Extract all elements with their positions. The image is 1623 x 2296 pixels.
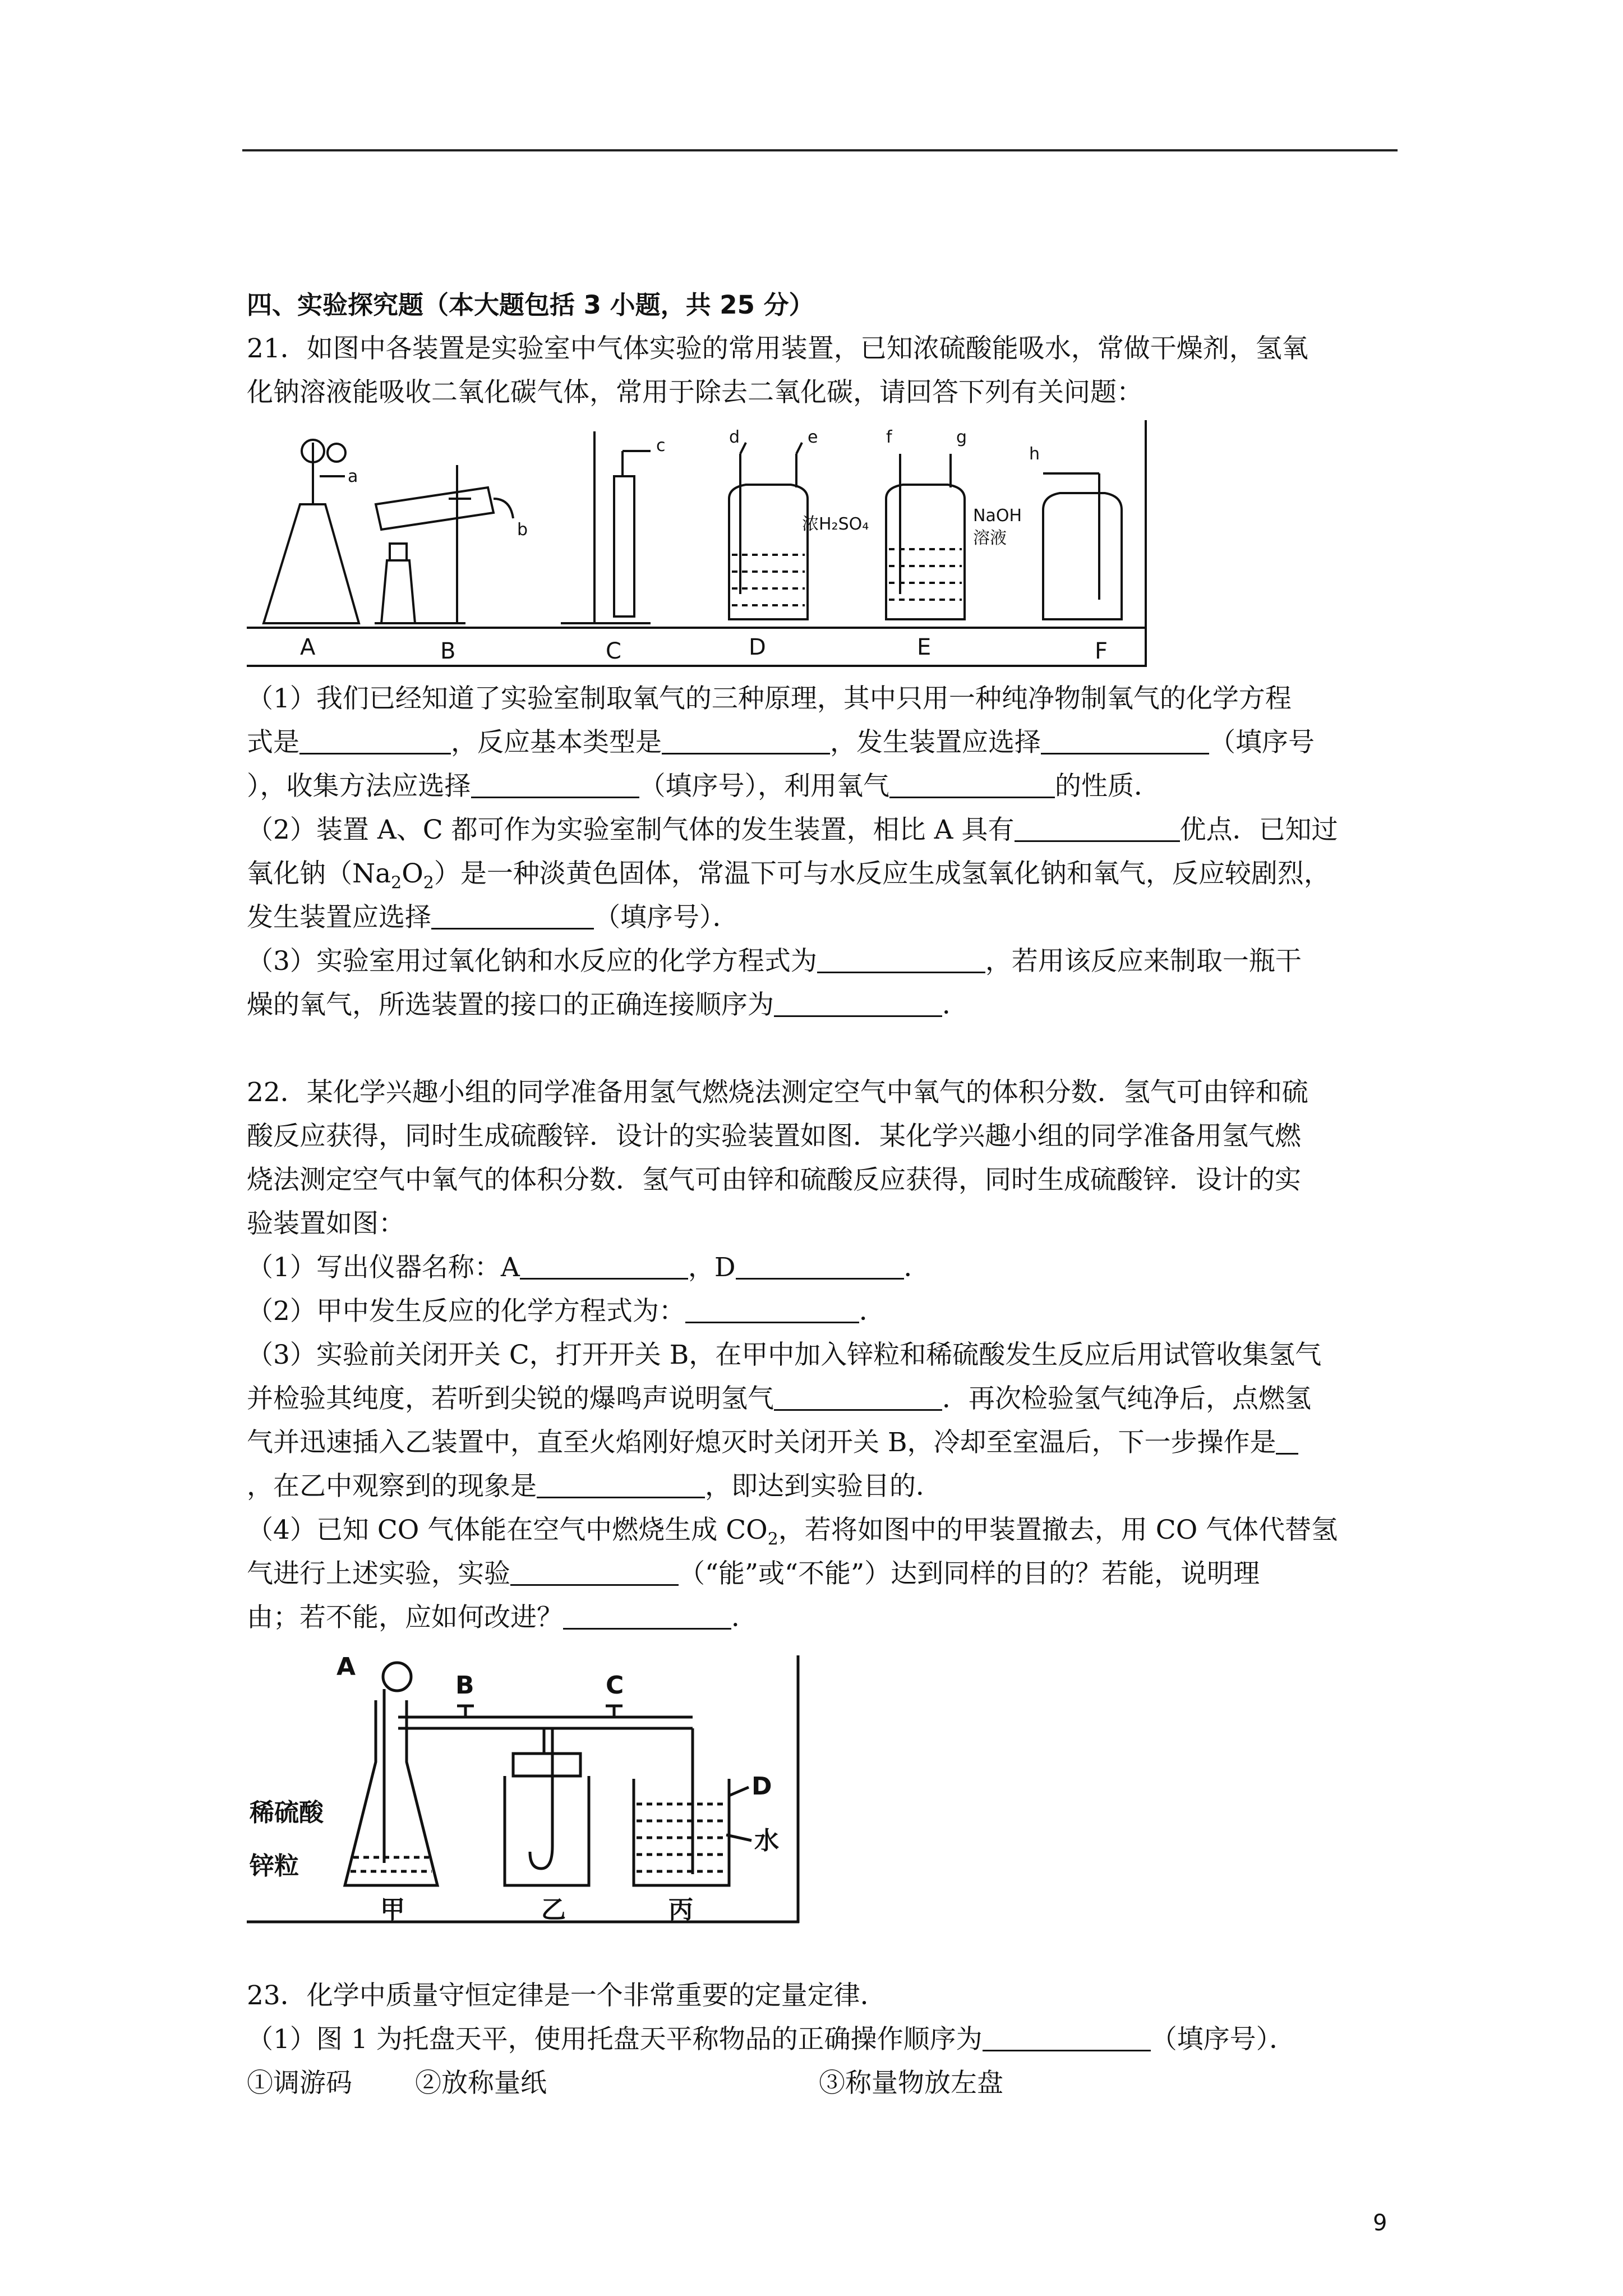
q23-p1-text-a: （1）图 1 为托盘天平，使用托盘天平称物品的正确操作顺序为	[247, 2024, 983, 2055]
q22-p2-text-b: ．	[859, 1296, 886, 1327]
fig1-label-d: D	[749, 634, 766, 660]
fig2-jia: 甲	[380, 1895, 405, 1924]
q21-blank-property[interactable]	[889, 772, 1055, 798]
page-number: 9	[1373, 2210, 1387, 2236]
q21-p1-line2	[247, 721, 1413, 765]
q22-p4-line3	[247, 1596, 1413, 1640]
fig2-acid: 稀硫酸	[250, 1798, 324, 1827]
fig1-port-h: h	[1029, 444, 1040, 464]
q21-p3-text-b: ，若用该反应来制取一瓶干	[985, 946, 1302, 977]
fig2-label-b: B	[455, 1671, 474, 1700]
q21-p2-text-f: 发生装置应选择	[247, 902, 431, 933]
q21-p2-text-c: 氧化钠（Na	[247, 858, 391, 889]
q22-p4-line2	[247, 1552, 1413, 1596]
fig2-bing: 丙	[668, 1895, 693, 1924]
q22-p2-line	[247, 1290, 1413, 1333]
fig1-port-f: f	[886, 427, 892, 447]
q21-blank-equation[interactable]	[299, 728, 451, 754]
fig1-port-a: a	[348, 467, 358, 486]
q22-blank-phenomenon[interactable]	[537, 1472, 705, 1498]
q22-p4-text-a: （4）已知 CO 气体能在空气中燃烧生成 CO	[247, 1515, 768, 1545]
q22-p3-line3	[247, 1421, 1413, 1465]
q21-p3-text-a: （3）实验室用过氧化钠和水反应的化学方程式为	[247, 946, 817, 977]
q22-stem-line1: 22．某化学兴趣小组的同学准备用氢气燃烧法测定空气中氧气的体积分数．氢气可由锌和硫	[247, 1077, 1308, 1108]
q22-p4-text-e: 由；若不能，应如何改进？	[247, 1602, 563, 1633]
q22-p3-text-b: ．再次检验氢气纯净后，点燃氢	[942, 1383, 1311, 1414]
q22-p4-text-b: ，若将如图中的甲装置撤去，用 CO 气体代替氢	[778, 1515, 1338, 1545]
fig1-port-e: e	[808, 427, 818, 447]
q21-blank-generator-2[interactable]	[431, 903, 594, 930]
q21-p2-text-d: O	[402, 858, 423, 889]
q22-p3-text-e: ，即达到实验目的．	[705, 1471, 942, 1502]
q22-stem-line3: 烧法测定空气中氧气的体积分数．氢气可由锌和硫酸反应获得，同时生成硫酸锌．设计的实	[247, 1165, 1301, 1195]
q21-p1-line3	[247, 765, 1413, 808]
q21-p2-text-e: ）是一种淡黄色固体，常温下可与水反应生成氢氧化钠和氧气，反应较剧烈，	[434, 858, 1330, 889]
q22-p3-text-c: 气并迅速插入乙装置中，直至火焰刚好熄灭时关闭开关 B，冷却至室温后，下一步操作是	[247, 1427, 1276, 1458]
q21-p2-sub1: 2	[391, 873, 402, 893]
q21-p3-line2	[247, 983, 1413, 1027]
q21-p2-line1	[247, 808, 1413, 852]
q21-p2-text-g: （填序号）．	[594, 902, 739, 933]
q23-options	[247, 2062, 1413, 2105]
fig1-port-d: d	[729, 427, 740, 447]
q23-option-1: ①调游码	[247, 2068, 352, 2099]
q21-blank-reaction-type[interactable]	[662, 728, 830, 754]
q21-p2-text-a: （2）装置 A、C 都可作为实验室制气体的发生装置，相比 A 具有	[247, 815, 1015, 845]
q22-blank-instrument-d[interactable]	[736, 1253, 904, 1280]
q22-p1-line	[247, 1246, 1413, 1290]
fig1-port-b: b	[517, 520, 528, 540]
q21-p2-line3	[247, 896, 1413, 940]
q22-p2-text-a: （2）甲中发生反应的化学方程式为：	[247, 1296, 685, 1327]
q22-p4-sub: 2	[767, 1529, 778, 1549]
q21-p1-line1: （1）我们已经知道了实验室制取氧气的三种原理，其中只用一种纯净物制氧气的化学方程	[247, 683, 1292, 714]
fig1-label-b: B	[440, 638, 456, 664]
q22-apparatus-figure	[247, 1650, 808, 1930]
fig2-zinc: 锌粒	[250, 1852, 299, 1880]
fig1-label-f: F	[1095, 638, 1108, 664]
q23-p1-text-b: （填序号）．	[1150, 2024, 1296, 2055]
q22-blank-can-or-not[interactable]	[510, 1559, 679, 1586]
q22-p1-text-b: ，D	[688, 1252, 736, 1283]
fig2-label-d: D	[751, 1772, 772, 1801]
q22-p3-line1: （3）实验前关闭开关 C，打开开关 B，在甲中加入锌粒和稀硫酸发生反应后用试管收集氢气	[247, 1340, 1322, 1370]
q21-p1-text-a: 式是	[247, 727, 299, 758]
q22-stem-line2: 酸反应获得，同时生成硫酸锌．设计的实验装置如图．某化学兴趣小组的同学准备用氢气燃	[247, 1121, 1301, 1152]
q23-option-2: ②放称量纸	[415, 2068, 547, 2099]
fig2-label-c: C	[606, 1671, 624, 1700]
q21-p1-text-e: ），收集方法应选择	[247, 771, 471, 802]
header-rule	[242, 149, 1398, 151]
q21-apparatus-figure	[247, 420, 1147, 667]
q21-p2-line2	[247, 852, 1413, 896]
q21-blank-equation-2[interactable]	[817, 947, 985, 973]
q21-p3-text-c: 燥的氧气，所选装置的接口的正确连接顺序为	[247, 990, 774, 1020]
q22-blank-equation[interactable]	[685, 1297, 859, 1323]
q21-p1-text-f: （填序号），利用氧气	[639, 771, 889, 802]
fig1-reagent-e1: NaOH	[973, 506, 1022, 526]
q21-p3-text-d: ．	[942, 990, 969, 1020]
q22-p3-text-a: 并检验其纯度，若听到尖锐的爆鸣声说明氢气	[247, 1383, 774, 1414]
q22-p4-line1	[247, 1508, 1413, 1552]
fig1-port-g: g	[956, 427, 967, 447]
q22-blank-purity[interactable]	[774, 1384, 942, 1411]
q21-p1-text-b: ，反应基本类型是	[451, 727, 662, 758]
fig1-label-c: C	[606, 638, 621, 664]
q22-p3-line2	[247, 1377, 1413, 1421]
q22-p1-text-c: ．	[903, 1252, 930, 1283]
q21-p2-text-b: 优点．已知过	[1179, 815, 1338, 845]
q21-stem-line1: 21．如图中各装置是实验室中气体实验的常用装置，已知浓硫酸能吸水，常做干燥剂，氢氧	[247, 333, 1308, 364]
q21-p2-sub2: 2	[423, 873, 434, 893]
fig1-reagent-d: 浓H₂SO₄	[802, 514, 869, 534]
q21-stem-line2: 化钠溶液能吸收二氧化碳气体，常用于除去二氧化碳，请回答下列有关问题：	[247, 377, 1143, 408]
q21-p1-text-g: 的性质．	[1055, 771, 1160, 802]
fig1-label-a: A	[300, 634, 316, 660]
fig1-reagent-e2: 溶液	[973, 528, 1007, 548]
q21-p3-line1	[247, 940, 1413, 983]
q22-blank-improvement[interactable]	[563, 1603, 731, 1630]
q22-p4-text-c: 气进行上述实验，实验	[247, 1558, 510, 1589]
q21-blank-generator[interactable]	[1041, 728, 1209, 754]
q22-p4-text-d: （“能”或“不能”）达到同样的目的？若能，说明理	[679, 1558, 1260, 1589]
q22-p3-text-d: ，在乙中观察到的现象是	[247, 1471, 537, 1502]
q22-p1-text-a: （1）写出仪器名称：A	[247, 1252, 520, 1283]
section-heading: 四、实验探究题（本大题包括 3 小题，共 25 分）	[247, 290, 814, 320]
page-content	[247, 283, 1413, 2105]
fig2-water: 水	[754, 1826, 779, 1855]
q23-stem: 23．化学中质量守恒定律是一个非常重要的定量定律．	[247, 1980, 887, 2011]
q22-p3-line4	[247, 1465, 1413, 1508]
q22-p4-text-f: ．	[731, 1602, 758, 1633]
q22-stem-line4: 验装置如图：	[247, 1208, 405, 1239]
q21-p1-text-c: ，发生装置应选择	[830, 727, 1041, 758]
q23-p1-line	[247, 2018, 1413, 2062]
fig1-label-e: E	[917, 634, 932, 660]
q22-blank-instrument-a[interactable]	[520, 1253, 688, 1280]
fig1-port-c: c	[656, 436, 666, 455]
q22-blank-next-step[interactable]	[1276, 1428, 1298, 1455]
q23-blank-order[interactable]	[983, 2025, 1151, 2051]
q21-blank-collection[interactable]	[471, 772, 639, 798]
fig2-label-a: A	[336, 1653, 356, 1681]
q23-option-3: ③称量物放左盘	[819, 2068, 1003, 2099]
q21-p1-text-d: （填序号	[1209, 727, 1315, 758]
q21-blank-connection[interactable]	[774, 991, 942, 1017]
fig2-yi: 乙	[541, 1895, 566, 1924]
q21-blank-advantage[interactable]	[1015, 816, 1180, 842]
